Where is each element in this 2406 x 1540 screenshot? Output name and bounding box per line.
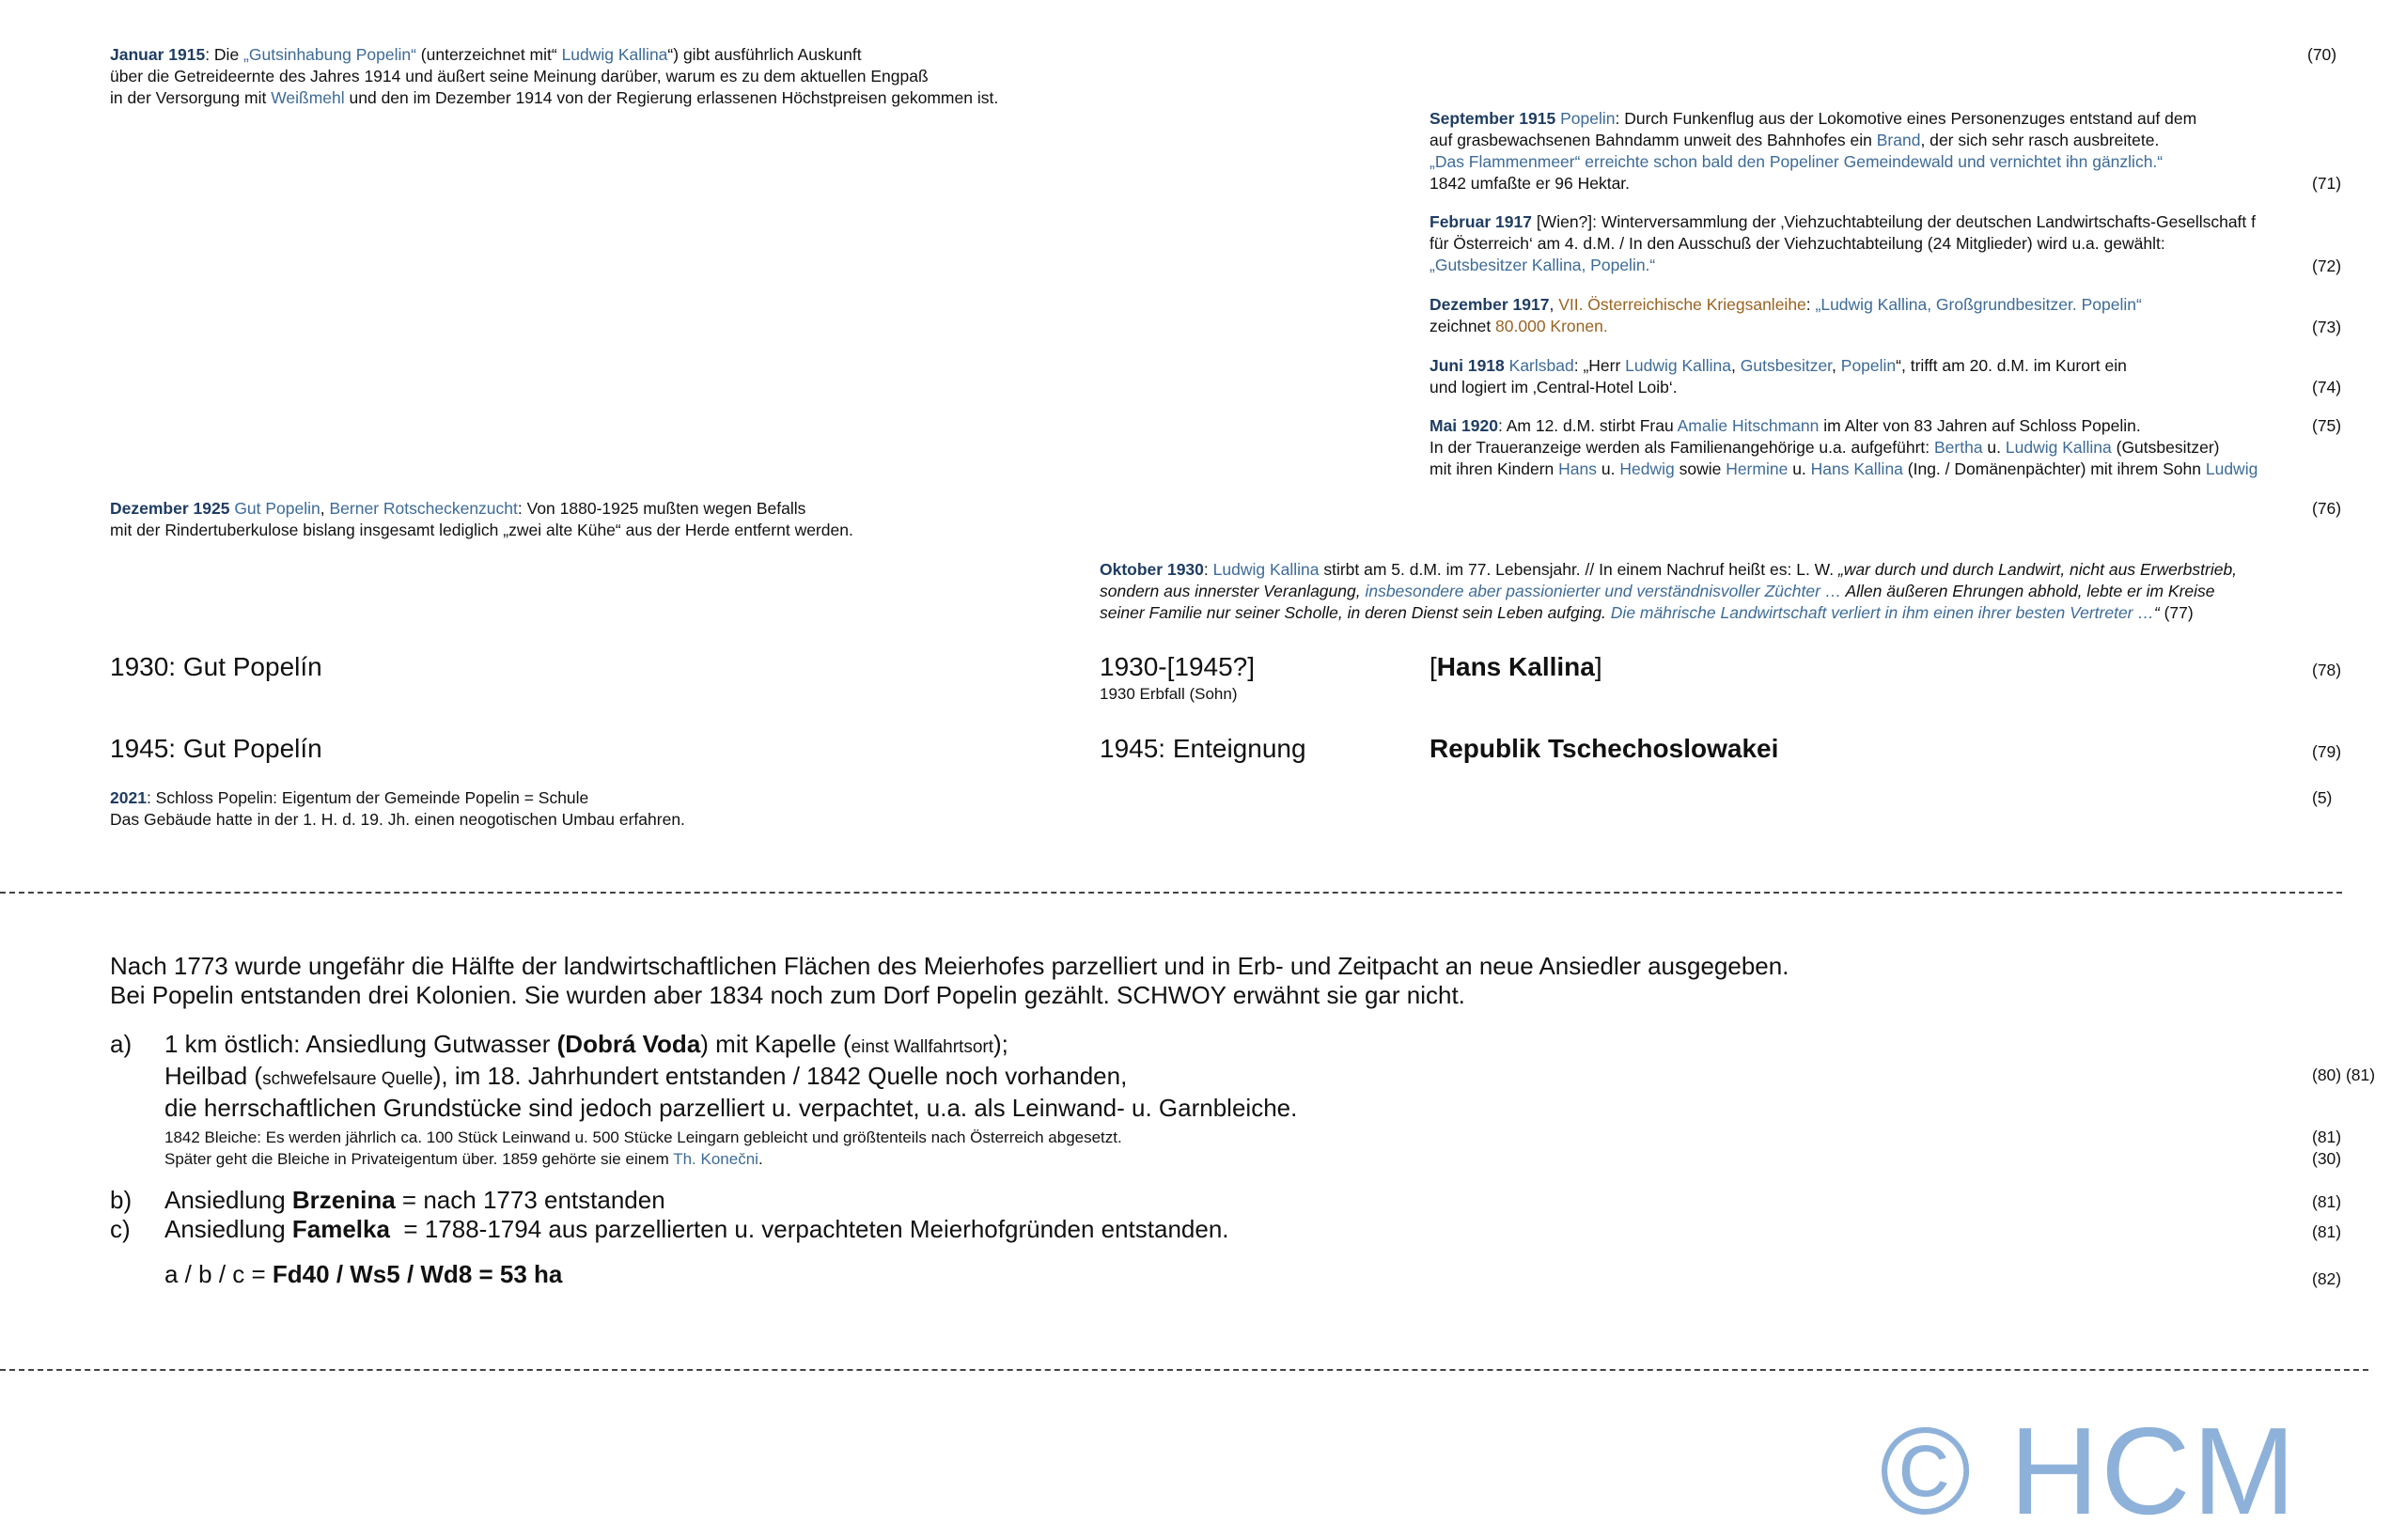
settlement-b: Ansiedlung Brzenina = nach 1773 entstanden	[164, 1186, 665, 1214]
source-ref: (70)	[2307, 45, 2337, 64]
source-ref: (81)	[2312, 1222, 2342, 1241]
entry-71: September 1915 Popelin: Durch Funkenflug aus der Lokomotive eines Personenzuges entstand auf dem auf grasbewachsenen Bahndamm unweit des Bahnhofes ein Brand, der sich sehr rasch ausbreitete. „Das Flammenmeer“ erreichte schon bald den Popeliner Gemeindewald und vernichtet ihn gänzlich.“ 1842 umfaßte er 96 Hektar.	[1430, 109, 2197, 193]
dashed-divider	[0, 1369, 2368, 1371]
owner-row-78-place: 1930: Gut Popelín	[110, 652, 322, 681]
entry-73: Dezember 1917, VII. Österreichische Kriegsanleihe: „Ludwig Kallina, Großgrundbesitzer. Popelin“ zeichnet 80.000 Kronen.	[1430, 295, 2142, 335]
source-ref: (5)	[2312, 788, 2333, 807]
area-summary: a / b / c = Fd40 / Ws5 / Wd8 = 53 ha	[164, 1260, 563, 1288]
source-ref: (79)	[2312, 742, 2342, 761]
source-ref: (81)	[2312, 1192, 2342, 1211]
source-ref: (75)	[2312, 416, 2342, 435]
intro-paragraph: Nach 1773 wurde ungefähr die Hälfte der landwirtschaftlichen Flächen des Meierhofes parzelliert und in Erb- und Zeitpacht an neue Ansiedler ausgegeben. Bei Popelin entstanden drei Kolonien. Sie wurden aber 1834 noch zum Dorf Popelin gezählt. SCHWOY erwähnt sie gar nicht.	[110, 952, 1789, 1009]
entry-5: 2021: Schloss Popelin: Eigentum der Gemeinde Popelin = Schule Das Gebäude hatte in der 1. H. d. 19. Jh. einen neogotischen Umbau erfahren.	[110, 788, 685, 829]
source-ref: (30)	[2312, 1149, 2342, 1168]
note-bleiche: 1842 Bleiche: Es werden jährlich ca. 100 Stück Leinwand u. 500 Stücke Leingarn gebleicht und größtenteils nach Österreich abgesetzt. Später geht die Bleiche in Privateigentum über. 1859 gehörte sie einem Th. Konečni.	[164, 1128, 1122, 1168]
list-marker-c: c)	[110, 1215, 131, 1243]
entry-line: über die Getreideernte des Jahres 1914 und äußert seine Meinung darüber, warum es zu dem aktuellen Engpaß	[110, 67, 929, 86]
source-ref: (73)	[2312, 318, 2342, 336]
entry-72: Februar 1917 [Wien?]: Winterversammlung der ‚Viehzuchtabteilung der deutschen Landwirtschafts-Gesellschaft f für Österreich‘ am 4. d.M. / In den Ausschuß der Viehzuchtabteilung (24 Mitglieder) wird u.a. gewählt: „Gutsbesitzer Kallina, Popelin.“	[1430, 212, 2257, 274]
owner-row-79-period: 1945: Enteignung	[1100, 734, 1306, 763]
source-ref: (81)	[2312, 1128, 2342, 1146]
entry-70	[110, 44, 998, 109]
copyright-watermark: © HCM	[1880, 1402, 2298, 1540]
entry-line: in der Versorgung mit Weißmehl und den im Dezember 1914 von der Regierung erlassenen Höchstpreisen gekommen ist.	[110, 88, 999, 107]
settlement-c: Ansiedlung Famelka = 1788-1794 aus parzellierten u. verpachteten Meierhofgründen entstanden.	[164, 1215, 1229, 1243]
dashed-divider	[0, 892, 2342, 894]
entry-77: Oktober 1930: Ludwig Kallina stirbt am 5. d.M. im 77. Lebensjahr. // In einem Nachruf heißt es: L. W. „war durch und durch Landwirt, nicht aus Erwerbstrieb, sondern aus innerster Veranlagung, insbesondere aber passionierter und verständnisvoller Züchter … Allen äußeren Ehrungen abhold, lebte er im Kreise seiner Familie nur seiner Scholle, in deren Dienst sein Leben aufging. Die mährische Landwirtschaft verliert in ihm einen ihrer besten Vertreter …“ (77)	[1100, 560, 2238, 622]
list-marker-a: a)	[110, 1030, 133, 1058]
owner-row-78-period: 1930-[1945?]	[1100, 652, 1256, 681]
source-ref: (80) (81)	[2312, 1066, 2376, 1084]
source-ref: (72)	[2312, 257, 2342, 275]
owner-row-78-note: 1930 Erbfall (Sohn)	[1100, 685, 1238, 703]
entry-line: Januar 1915: Die „Gutsinhabung Popelin“ (unterzeichnet mit“ Ludwig Kallina“) gibt ausführlich Auskunft	[110, 45, 862, 64]
owner-row-79-owner: Republik Tschechoslowakei	[1430, 734, 1779, 763]
owner-row-78-owner: [Hans Kallina]	[1430, 652, 1602, 681]
source-ref: (78)	[2312, 661, 2342, 679]
entry-74: Juni 1918 Karlsbad: „Herr Ludwig Kallina, Gutsbesitzer, Popelin“, trifft am 20. d.M. im Kurort ein und logiert im ‚Central-Hotel Loib‘.	[1430, 356, 2127, 397]
source-ref: (76)	[2312, 499, 2342, 518]
source-ref: (82)	[2312, 1269, 2342, 1288]
entry-76: Dezember 1925 Gut Popelin, Berner Rotscheckenzucht: Von 1880-1925 mußten wegen Befalls mit der Rindertuberkulose bislang insgesamt lediglich „zwei alte Kühe“ aus der Herde entfernt werden.	[110, 499, 853, 539]
list-marker-b: b)	[110, 1186, 133, 1214]
source-ref: (74)	[2312, 378, 2342, 397]
settlement-a: 1 km östlich: Ansiedlung Gutwasser (Dobrá Voda) mit Kapelle (einst Wallfahrtsort); Heilbad (schwefelsaure Quelle), im 18. Jahrhundert entstanden / 1842 Quelle noch vorhanden, die herrschaftlichen Grundstücke sind jedoch parzelliert u. verpachtet, u.a. als Leinwand- u. Garnbleiche.	[164, 1030, 1298, 1122]
source-ref: (77)	[2164, 603, 2194, 622]
owner-row-79-place: 1945: Gut Popelín	[110, 734, 322, 763]
source-ref: (71)	[2312, 174, 2342, 193]
entry-75: Mai 1920: Am 12. d.M. stirbt Frau Amalie Hitschmann im Alter von 83 Jahren auf Schloss Popelin. In der Traueranzeige werden als Familienangehörige u.a. aufgeführt: Bertha u. Ludwig Kallina (Gutsbesitzer) mit ihren Kindern Hans u. Hedwig sowie Hermine u. Hans Kallina (Ing. / Domänenpächter) mit ihrem Sohn Ludwig	[1430, 416, 2258, 478]
